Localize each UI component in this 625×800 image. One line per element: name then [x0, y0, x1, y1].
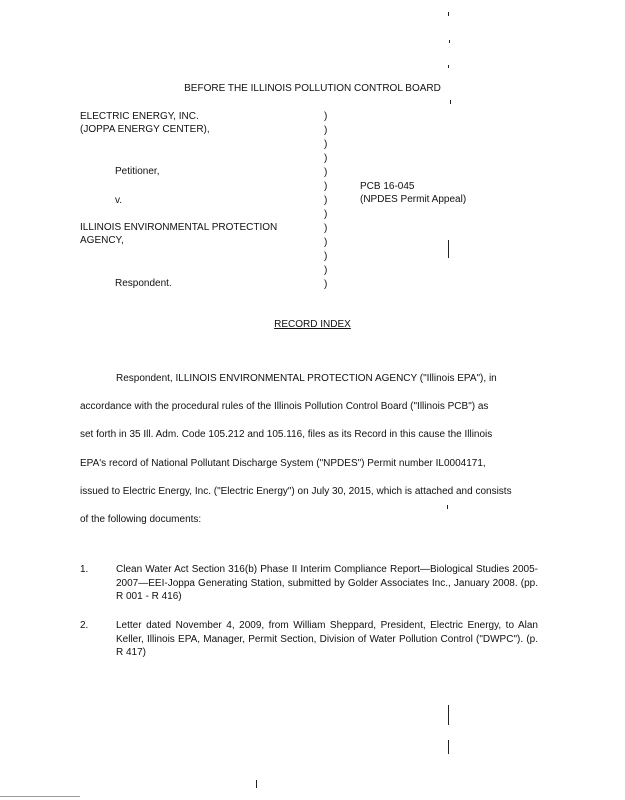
caption-paren: )	[324, 125, 328, 136]
caption-paren: )	[324, 181, 328, 192]
scan-speck	[448, 65, 449, 68]
document-number: 1.	[80, 564, 89, 575]
paragraph-line-6: of the following documents:	[80, 514, 202, 526]
caption-parenthesis-column	[324, 110, 332, 292]
scan-speck	[447, 505, 448, 509]
caption-paren: )	[324, 167, 328, 178]
paragraph-line-1: Respondent, ILLINOIS ENVIRONMENTAL PROTECTION AGENCY ("Illinois EPA"), in	[116, 373, 497, 384]
caption-paren: )	[324, 237, 328, 248]
scan-speck	[448, 12, 449, 16]
caption-paren: )	[324, 111, 328, 122]
case-type: (NPDES Permit Appeal)	[360, 194, 467, 205]
scan-edge-line	[0, 796, 80, 797]
paragraph-line-5: issued to Electric Energy, Inc. ("Electric Energy") on July 30, 2015, which is attached and consists	[80, 485, 512, 497]
record-index-heading: RECORD INDEX	[274, 319, 351, 330]
petitioner-name-line-1: ELECTRIC ENERGY, INC.	[80, 111, 199, 122]
petitioner-label: Petitioner,	[115, 166, 160, 177]
versus-label: v.	[115, 195, 123, 206]
paragraph-line-2: accordance with the procedural rules of the Illinois Pollution Control Board ("Illinois PCB") as	[80, 401, 489, 413]
caption-paren: )	[324, 251, 328, 262]
document-description: Clean Water Act Section 316(b) Phase II Interim Compliance Report—Biological Studies 2005-2007—EEI-Joppa Generating Station, submitted by Golder Associates Inc., January 2008. (pp. R 001 - R 416)	[116, 564, 538, 602]
caption-paren: )	[324, 153, 328, 164]
scan-speck	[449, 40, 450, 43]
caption-paren: )	[324, 279, 328, 290]
scan-speck	[256, 780, 257, 788]
board-title: BEFORE THE ILLINOIS POLLUTION CONTROL BOARD	[184, 83, 441, 94]
caption-paren: )	[324, 195, 328, 206]
case-number: PCB 16-045	[360, 181, 415, 192]
scan-speck	[448, 705, 449, 725]
scan-speck	[450, 100, 451, 104]
scan-speck	[448, 240, 449, 258]
paragraph-line-3: set forth in 35 Ill. Adm. Code 105.212 and 105.116, files as its Record in this cause the Illinois	[80, 429, 493, 441]
paragraph-line-4: EPA's record of National Pollutant Discharge System ("NPDES") Permit number IL0004171,	[80, 457, 486, 469]
record-index-paragraph	[80, 365, 537, 534]
caption-paren: )	[324, 223, 328, 234]
caption-paren: )	[324, 209, 328, 220]
respondent-name-line-1: ILLINOIS ENVIRONMENTAL PROTECTION	[80, 222, 278, 233]
document-description: Letter dated November 4, 2009, from William Sheppard, President, Electric Energy, to Alan Keller, Illinois EPA, Manager, Permit Section, Division of Water Pollution Control ("DWPC"). (p. R 417)	[116, 620, 538, 658]
document-number: 2.	[80, 620, 89, 631]
respondent-label: Respondent.	[115, 278, 172, 289]
scan-speck	[448, 740, 449, 754]
respondent-name-line-2: AGENCY,	[80, 235, 124, 246]
caption-paren: )	[324, 139, 328, 150]
petitioner-name-line-2: (JOPPA ENERGY CENTER),	[80, 124, 210, 135]
caption-paren: )	[324, 265, 328, 276]
